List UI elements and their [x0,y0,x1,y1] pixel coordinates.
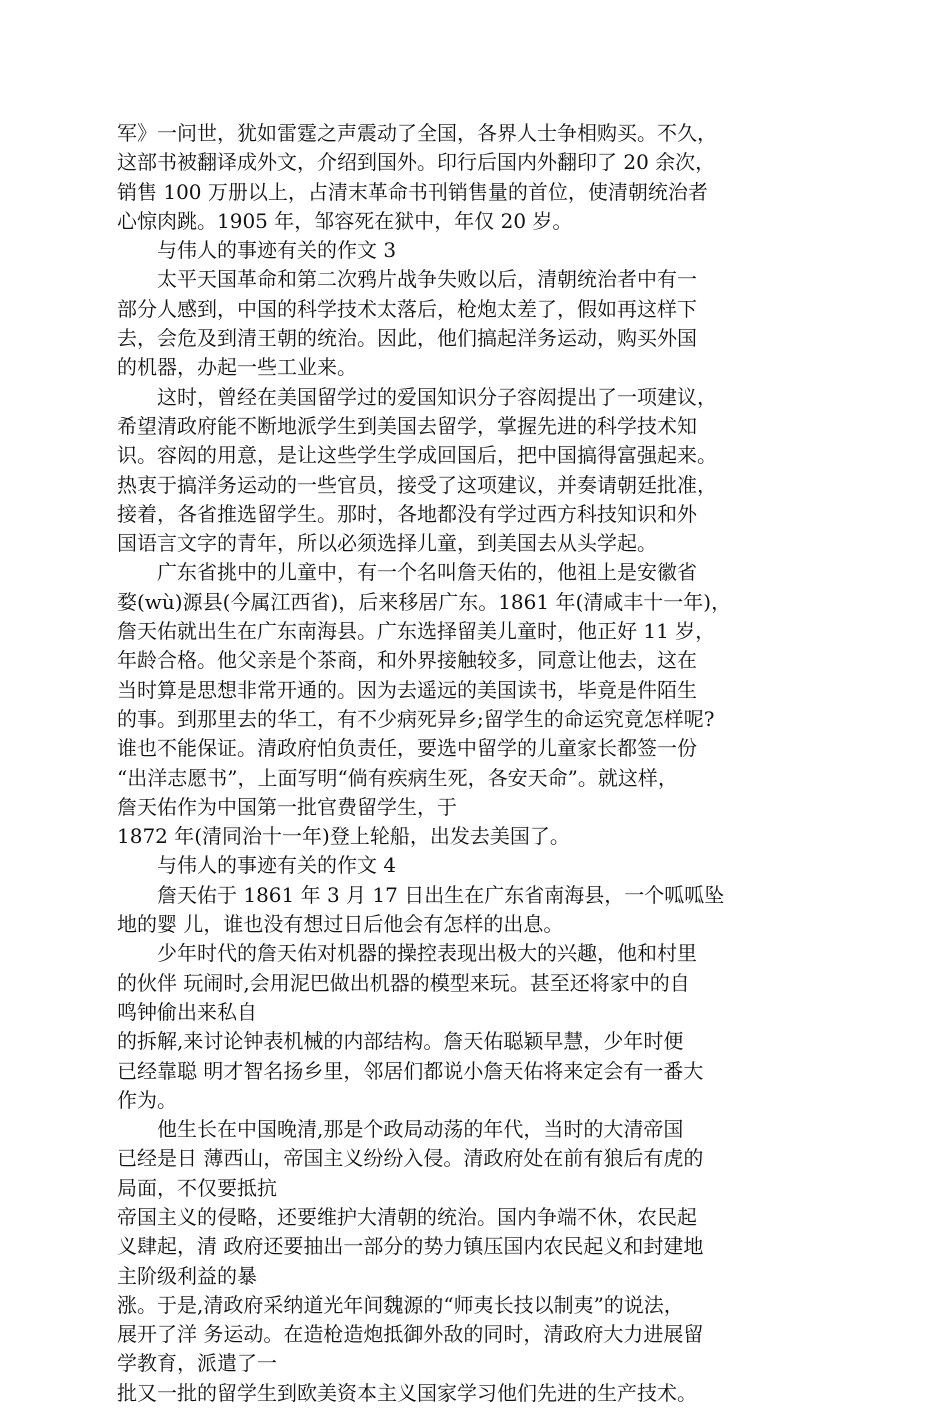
text-line: 少年时代的詹天佑对机器的操控表现出极大的兴趣，他和村里 [157,941,697,966]
text-line: 识。容闳的用意，是让这些学生学成回国后，把中国搞得富强起来。 [117,443,717,468]
text-line: 詹天佑作为中国第一批官费留学生，于 [117,794,457,819]
text-line: 部分人感到，中国的科学技术太落后，枪炮太差了，假如再这样下 [117,296,697,321]
text-line: “出洋志愿书”，上面写明“倘有疾病生死，各安天命”。就这样， [117,765,678,790]
text-line: 希望清政府能不断地派学生到美国去留学，掌握先进的科学技术知 [117,413,697,438]
document-body [117,119,817,1408]
text-line: 鸣钟偷出来私自 [117,999,257,1024]
text-line: 的机器，办起一些工业来。 [117,355,357,380]
text-line: 与伟人的事迹有关的作文 3 [157,238,397,263]
text-line: 局面，不仅要抵抗 [117,1175,277,1200]
text-line: 涨。于是,清政府采纳道光年间魏源的“师夷长技以制夷”的说法， [117,1292,684,1317]
text-line: 谁也不能保证。清政府怕负责任，要选中留学的儿童家长都签一份 [117,736,697,761]
text-line: 展开了洋 务运动。在造枪造炮抵御外敌的同时，清政府大力进展留 [117,1322,704,1347]
text-line: 已经是日 薄西山，帝国主义纷纷入侵。清政府处在前有狼后有虎的 [117,1146,704,1171]
text-line: 太平天国革命和第二次鸦片战争失败以后，清朝统治者中有一 [157,267,697,292]
paragraph [117,119,817,236]
text-line: 接着，各省推选留学生。那时，各地都没有学过西方科技知识和外 [117,501,697,526]
text-line: 这部书被翻译成外文，介绍到国外。印行后国内外翻印了 20 余次， [117,150,716,175]
text-line: 义肆起，清 政府还要抽出一部分的势力镇压国内农民起义和封建地 [117,1234,704,1259]
text-line: 热衷于搞洋务运动的一些官员，接受了这项建议，并奏请朝廷批准， [117,472,717,497]
text-line: 当时算是思想非常开通的。因为去遥远的美国读书，毕竟是件陌生 [117,677,697,702]
text-line: 年龄合格。他父亲是个茶商，和外界接触较多，同意让他去，这在 [117,648,697,673]
text-line: 广东省挑中的儿童中，有一个名叫詹天佑的，他祖上是安徽省 [157,560,697,585]
text-line: 学教育，派遣了一 [117,1351,277,1376]
text-line: 心惊肉跳。1905 年，邹容死在狱中，年仅 20 岁。 [117,208,573,233]
text-line: 1872 年(清同治十一年)登上轮船，出发去美国了。 [117,824,570,849]
text-line: 已经靠聪 明才智名扬乡里，邻居们都说小詹天佑将来定会有一番大 [117,1058,704,1083]
text-line: 帝国主义的侵略，还要维护大清朝的统治。国内争端不休，农民起 [117,1204,697,1229]
paragraph [117,1115,817,1408]
text-line: 的拆解,来讨论钟表机械的内部结构。詹天佑聪颖早慧，少年时便 [117,1029,684,1054]
paragraph [117,265,817,382]
text-line: 这时，曾经在美国留学过的爱国知识分子容闳提出了一项建议， [157,384,717,409]
text-line: 的伙伴 玩闹时,会用泥巴做出机器的模型来玩。甚至还将家中的自 [117,970,690,995]
paragraph [117,881,817,940]
text-line: 与伟人的事迹有关的作文 4 [157,853,397,878]
text-line: 批又一批的留学生到欧美资本主义国家学习他们先进的生产技术。 [117,1380,697,1405]
paragraph [117,383,817,559]
text-line: 他生长在中国晚清,那是个政局动荡的年代，当时的大清帝国 [157,1117,684,1142]
text-line: 主阶级利益的暴 [117,1263,257,1288]
text-line: 销售 100 万册以上，占清末革命书刊销售量的首位，使清朝统治者 [117,179,708,204]
section-heading [117,851,817,880]
text-line: 国语言文字的青年，所以必须选择儿童，到美国去从头学起。 [117,531,657,556]
text-line: 地的婴 儿，谁也没有想过日后他会有怎样的出息。 [117,912,564,937]
text-line: 婺(wù)源县(今属江西省)，后来移居广东。1861 年(清咸丰十一年)， [117,589,732,614]
text-line: 的事。到那里去的华工，有不少病死异乡;留学生的命运究竟怎样呢? [117,706,715,731]
text-line: 去，会危及到清王朝的统治。因此，他们搞起洋务运动，购买外国 [117,326,697,351]
paragraph [117,558,817,851]
text-line: 作为。 [117,1087,177,1112]
text-line: 军》一问世，犹如雷霆之声震动了全国，各界人士争相购买。不久， [117,121,717,145]
paragraph [117,939,817,1115]
text-line: 詹天佑就出生在广东南海县。广东选择留美儿童时，他正好 11 岁， [117,619,716,644]
section-heading [117,236,817,265]
text-line: 詹天佑于 1861 年 3 月 17 日出生在广东省南海县，一个呱呱坠 [157,882,725,907]
